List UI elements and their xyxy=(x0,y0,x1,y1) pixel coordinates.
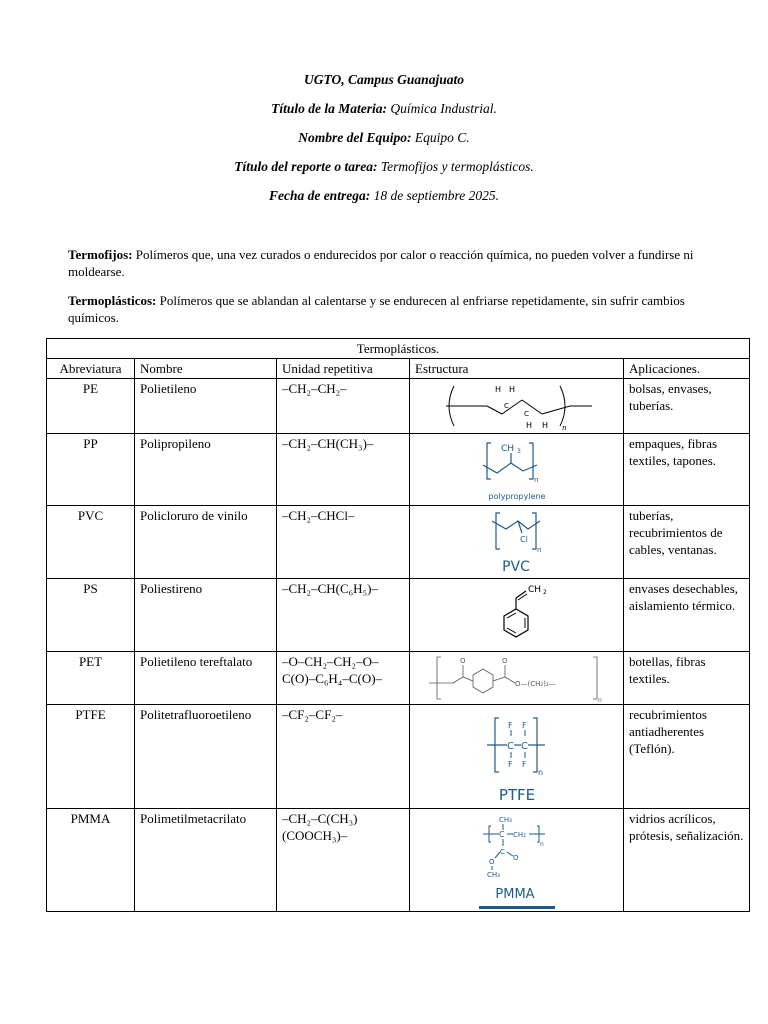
svg-text:C: C xyxy=(499,848,505,856)
svg-text:F: F xyxy=(521,760,527,769)
table-row xyxy=(47,705,750,809)
svg-text:Cl: Cl xyxy=(519,535,528,544)
applications-cell: bolsas, envases, tuberías. xyxy=(624,379,750,434)
polystyrene-structure-image xyxy=(482,580,552,650)
svg-text:O: O xyxy=(488,858,495,866)
unit-cell: –CH₂–CH(CH₃)– xyxy=(277,434,410,506)
structure-cell xyxy=(410,705,624,809)
svg-text:CH₃: CH₃ xyxy=(486,871,500,879)
structure-cell xyxy=(410,379,624,434)
unit-cell: –CH₂–CH(C₆H₅)– xyxy=(277,579,410,652)
subject-line: Título de la Materia: Química Industrial. xyxy=(271,101,497,116)
svg-text:CH: CH xyxy=(527,585,541,595)
structure-cell xyxy=(410,579,624,652)
team-line: Nombre del Equipo: Equipo C. xyxy=(298,130,470,145)
structure-cell xyxy=(410,652,624,705)
svg-text:3: 3 xyxy=(516,448,521,455)
applications-cell: envases desechables, aislamiento térmico. xyxy=(624,579,750,652)
unit-cell: –CH₂–CHCl– xyxy=(277,506,410,579)
header-abbreviation: Abreviatura xyxy=(47,359,135,379)
table-header-row xyxy=(47,359,750,379)
thermoplastics-table xyxy=(46,338,750,912)
svg-text:n: n xyxy=(539,841,544,848)
abbr-cell: PVC xyxy=(47,506,135,579)
institution-line: UGTO, Campus Guanajuato xyxy=(304,72,464,87)
svg-text:O: O xyxy=(459,657,466,665)
table-row xyxy=(47,434,750,506)
svg-text:O—(CH₂)₂—: O—(CH₂)₂— xyxy=(514,680,556,688)
name-cell: Politetrafluoroetileno xyxy=(135,705,277,809)
name-cell: Polietileno tereftalato xyxy=(135,652,277,705)
svg-text:O: O xyxy=(512,854,519,862)
applications-cell: recubrimientos antiadherentes (Teflón). xyxy=(624,705,750,809)
svg-text:CH₃: CH₃ xyxy=(498,816,512,824)
svg-text:H: H xyxy=(541,421,548,430)
unit-cell: –CF₂–CF₂– xyxy=(277,705,410,809)
ptfe-caption-label: PTFE xyxy=(498,786,535,804)
svg-text:n: n xyxy=(561,424,567,432)
svg-text:H: H xyxy=(525,421,532,430)
svg-text:C: C xyxy=(523,410,529,418)
svg-text:CH: CH xyxy=(500,444,514,454)
svg-text:O: O xyxy=(501,657,508,665)
termoplasticos-definition: Termoplásticos: Polímeros que se ablandan al calentarse y se endurecen al enfriarse repetidamente, sin sufrir cambios químicos. xyxy=(68,293,685,325)
svg-text:H: H xyxy=(508,385,515,394)
pp-caption-label: polypropylene xyxy=(488,492,545,501)
structure-cell xyxy=(410,506,624,579)
applications-cell: botellas, fibras textiles. xyxy=(624,652,750,705)
svg-text:C: C xyxy=(520,741,528,752)
unit-cell: –CH₂–CH₂– xyxy=(277,379,410,434)
structure-cell xyxy=(410,434,624,506)
termofijos-definition: Termofijos: Polímeros que, una vez curados o endurecidos por calor o reacción química, no pueden volver a fundirse ni moldearse. xyxy=(68,247,694,279)
table-caption: Termoplásticos. xyxy=(47,339,750,359)
svg-text:n: n xyxy=(533,476,538,484)
pmma-caption-label: PMMA xyxy=(494,887,535,902)
applications-cell: tuberías, recubrimientos de cables, ventanas. xyxy=(624,506,750,579)
pet-structure-image xyxy=(427,653,607,703)
svg-text:2: 2 xyxy=(542,589,547,596)
svg-text:C: C xyxy=(498,830,505,839)
structure-cell xyxy=(410,809,624,912)
pmma-structure-image xyxy=(477,810,557,910)
table-row xyxy=(47,652,750,705)
svg-text:F: F xyxy=(507,721,513,730)
abbr-cell: PTFE xyxy=(47,705,135,809)
name-cell: Polietileno xyxy=(135,379,277,434)
name-cell: Poliestireno xyxy=(135,579,277,652)
svg-text:F: F xyxy=(521,721,527,730)
header-repeat-unit: Unidad repetitiva xyxy=(277,359,410,379)
svg-text:F: F xyxy=(507,760,513,769)
table-row xyxy=(47,579,750,652)
svg-text:n: n xyxy=(597,697,602,703)
svg-text:n: n xyxy=(537,768,543,777)
document-header xyxy=(0,72,768,217)
report-title-line: Título del reporte o tarea: Termofijos y termoplásticos. xyxy=(234,159,534,174)
pvc-structure-image xyxy=(482,507,552,577)
polypropylene-structure-image xyxy=(477,435,557,503)
name-cell: Polimetilmetacrilato xyxy=(135,809,277,912)
svg-text:H: H xyxy=(494,385,501,394)
svg-text:CH₂: CH₂ xyxy=(512,831,526,839)
abbr-cell: PP xyxy=(47,434,135,506)
table-row xyxy=(47,379,750,434)
abbr-cell: PET xyxy=(47,652,135,705)
abbr-cell: PE xyxy=(47,379,135,434)
name-cell: Polipropileno xyxy=(135,434,277,506)
due-date-line: Fecha de entrega: 18 de septiembre 2025. xyxy=(268,188,500,203)
svg-text:n: n xyxy=(536,546,541,554)
pvc-caption-label: PVC xyxy=(501,559,530,575)
abbr-cell: PS xyxy=(47,579,135,652)
header-name: Nombre xyxy=(135,359,277,379)
svg-text:C: C xyxy=(506,741,514,752)
applications-cell: empaques, fibras textiles, tapones. xyxy=(624,434,750,506)
table-row xyxy=(47,506,750,579)
table-row xyxy=(47,809,750,912)
polyethylene-structure-image xyxy=(442,380,592,432)
unit-cell: –O–CH₂–CH₂–O–C(O)–C₆H₄–C(O)– xyxy=(277,652,410,705)
svg-text:C: C xyxy=(503,402,509,410)
unit-cell: –CH₂–C(CH₃)(COOCH₃)– xyxy=(277,809,410,912)
applications-cell: vidrios acrílicos, prótesis, señalización. xyxy=(624,809,750,912)
abbr-cell: PMMA xyxy=(47,809,135,912)
header-applications: Aplicaciones. xyxy=(624,359,750,379)
header-structure: Estructura xyxy=(410,359,624,379)
ptfe-structure-image xyxy=(477,706,557,806)
name-cell: Policloruro de vinilo xyxy=(135,506,277,579)
